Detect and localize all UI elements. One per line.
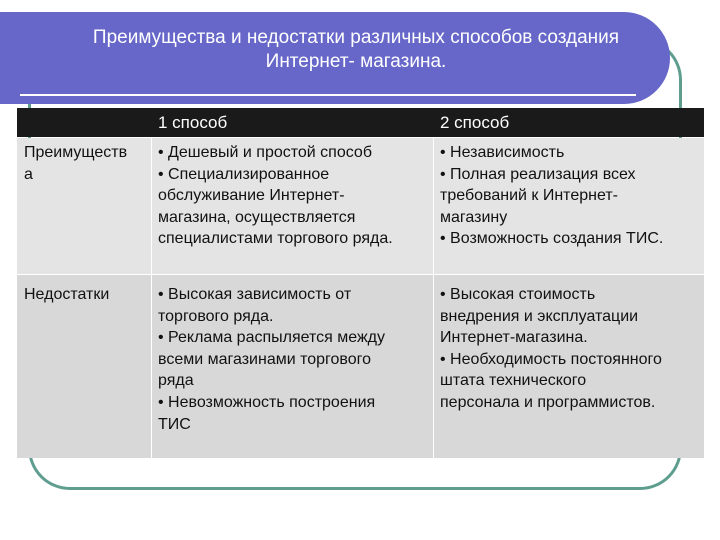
- cell-line: требований к Интернет-: [440, 187, 618, 205]
- cell-disadvantages-method-1: [158, 284, 430, 435]
- slide-title: [36, 26, 676, 74]
- cell-line: • Высокая стоимость: [440, 286, 596, 303]
- slide-title-line-1: Преимущества и недостатки различных способов создания: [92, 27, 620, 48]
- cell-line: ТИС: [158, 415, 191, 433]
- row-label-line: Недостатки: [24, 286, 110, 303]
- column-header-method-1: 1 способ: [158, 113, 228, 132]
- title-underline: [20, 94, 636, 96]
- cell-line: • Высокая зависимость от: [158, 286, 352, 303]
- comparison-table: [17, 108, 704, 458]
- column-divider-2: [433, 138, 434, 458]
- cell-line: магазину: [440, 208, 508, 226]
- cell-line: торгового ряда.: [158, 307, 274, 325]
- cell-line: внедрения и эксплуатации: [440, 307, 639, 325]
- cell-line: • Возможность создания ТИС.: [440, 230, 664, 248]
- cell-line: ряда: [158, 372, 194, 390]
- slide-title-line-2: Интернет- магазина.: [265, 51, 447, 72]
- row-label-advantages: [24, 142, 150, 185]
- row-label-line: а: [24, 165, 33, 183]
- row-divider: [17, 274, 704, 275]
- cell-line: • Дешевый и простой способ: [158, 144, 372, 161]
- cell-line: штата технического: [440, 372, 587, 390]
- cell-line: • Полная реализация всех: [440, 165, 636, 183]
- cell-line: Интернет-магазина.: [440, 329, 588, 347]
- cell-disadvantages-method-2: [440, 284, 702, 414]
- cell-line: магазина, осуществляется: [158, 208, 356, 226]
- cell-line: • Невозможность построения: [158, 393, 376, 411]
- cell-line: персонала и программистов.: [440, 393, 656, 411]
- row-label-line: Преимуществ: [24, 144, 128, 161]
- row-label-disadvantages: [24, 284, 150, 306]
- column-header-empty: [23, 108, 143, 137]
- cell-line: • Необходимость постоянного: [440, 350, 662, 368]
- cell-advantages-method-1: [158, 142, 430, 250]
- cell-line: • Реклама распыляется между: [158, 329, 386, 347]
- cell-line: специалистами торгового ряда.: [158, 230, 393, 248]
- cell-line: обслуживание Интернет-: [158, 187, 345, 205]
- cell-line: всеми магазинами торгового: [158, 350, 372, 368]
- column-header-method-2: 2 способ: [440, 113, 510, 132]
- cell-line: • Специализированное: [158, 165, 330, 183]
- cell-advantages-method-2: [440, 142, 702, 250]
- cell-line: • Независимость: [440, 144, 565, 161]
- column-divider-1: [151, 138, 152, 458]
